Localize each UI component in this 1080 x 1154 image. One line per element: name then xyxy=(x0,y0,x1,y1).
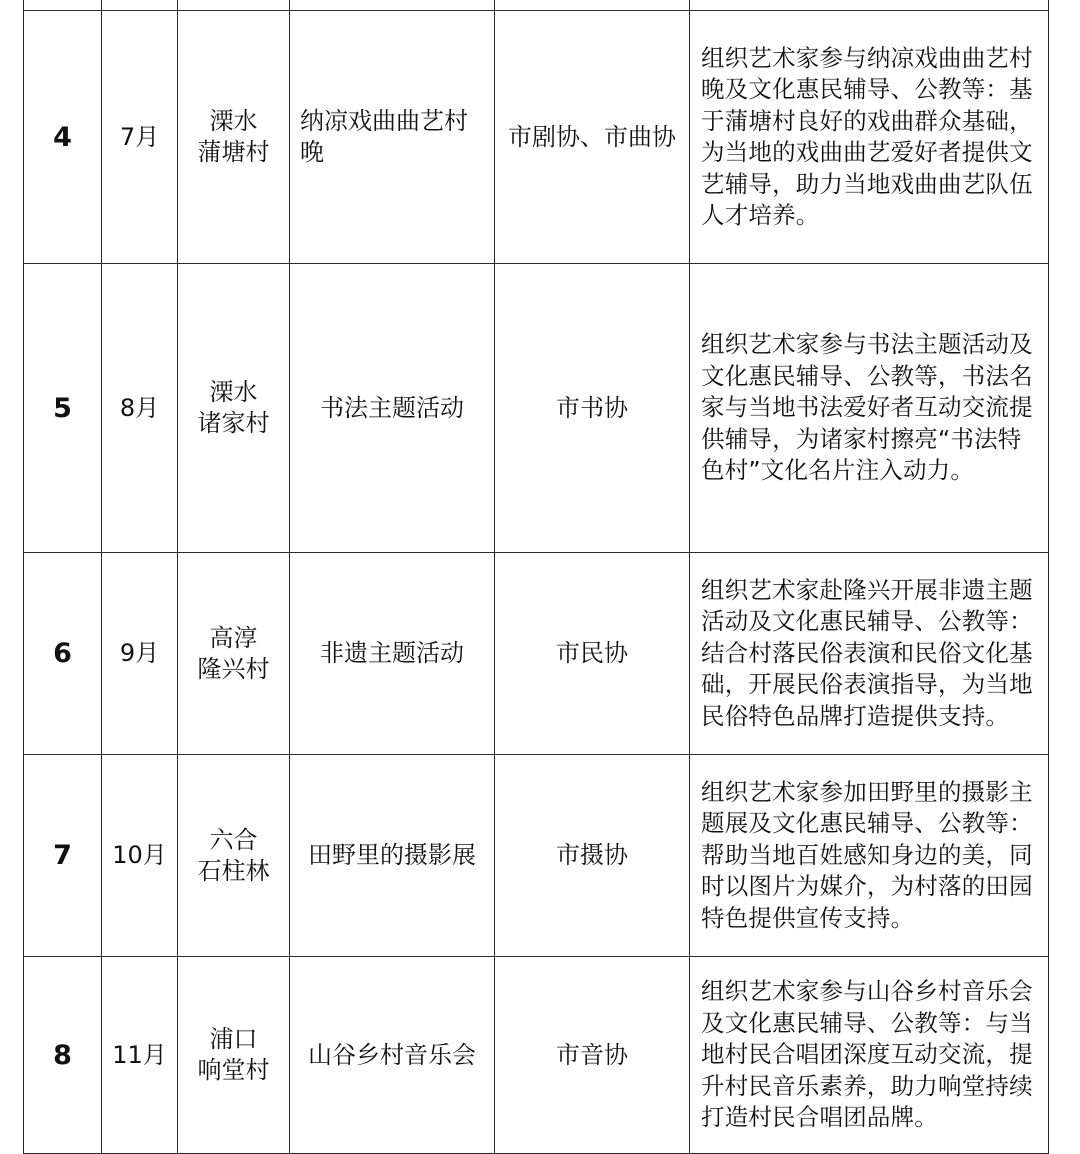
district-label: 浦口 xyxy=(209,1025,258,1053)
organizer-cell: 市民协 xyxy=(495,553,690,755)
village-label: 石柱林 xyxy=(197,856,270,885)
location-cell xyxy=(178,957,290,1154)
location-cell xyxy=(178,0,290,11)
location-cell xyxy=(178,755,290,957)
activity-cell: 田野里的摄影展 xyxy=(290,755,495,957)
activity-cell: 非遗主题活动 xyxy=(290,553,495,755)
village-label: 响堂村 xyxy=(197,1056,270,1084)
row-number-cell: 7 xyxy=(24,755,102,957)
row-number-cell: 6 xyxy=(24,553,102,755)
month-cell xyxy=(102,0,178,11)
month-cell: 8月 xyxy=(102,264,178,553)
month-cell: 10月 xyxy=(102,755,178,957)
month-cell: 9月 xyxy=(102,553,178,755)
district-label: 高淳 xyxy=(209,623,258,652)
row-number-cell xyxy=(24,0,102,11)
activity-cell: 山谷乡村音乐会 xyxy=(290,957,495,1154)
activity-cell xyxy=(290,0,495,11)
village-label: 隆兴村 xyxy=(197,654,270,683)
month-cell: 7月 xyxy=(102,11,178,264)
district-label: 溧水 xyxy=(209,107,258,135)
village-label: 蒲塘村 xyxy=(197,138,270,166)
table-row xyxy=(24,264,1049,553)
description-cell: 组织艺术家赴隆兴开展非遗主题活动及文化惠民辅导、公教等：结合村落民俗表演和民俗文化基础，开展民俗表演指导，为当地民俗特色品牌打造提供支持。 xyxy=(690,553,1049,755)
location-cell xyxy=(178,553,290,755)
table-row xyxy=(24,11,1049,264)
table-row xyxy=(24,553,1049,755)
month-cell: 11月 xyxy=(102,957,178,1154)
district-label: 六合 xyxy=(209,825,258,854)
description-cell: 组织艺术家参与书法主题活动及文化惠民辅导、公教等，书法名家与当地书法爱好者互动交流提供辅导，为诸家村擦亮“书法特色村”文化名片注入动力。 xyxy=(690,264,1049,553)
organizer-cell: 市摄协 xyxy=(495,755,690,957)
organizer-cell: 市书协 xyxy=(495,264,690,553)
description-cell: 组织艺术家参与纳凉戏曲曲艺村晚及文化惠民辅导、公教等：基于蒲塘村良好的戏曲群众基础，为当地的戏曲曲艺爱好者提供文艺辅导，助力当地戏曲曲艺队伍人才培养。 xyxy=(690,11,1049,264)
organizer-cell xyxy=(495,0,690,11)
description-cell: 组织艺术家参与山谷乡村音乐会及文化惠民辅导、公教等：与当地村民合唱团深度互动交流，提升村民音乐素养，助力响堂持续打造村民合唱团品牌。 xyxy=(690,957,1049,1154)
description-cell: 组织艺术家参加田野里的摄影主题展及文化惠民辅导、公教等：帮助当地百姓感知身边的美，同时以图片为媒介，为村落的田园特色提供宣传支持。 xyxy=(690,755,1049,957)
organizer-cell: 市音协 xyxy=(495,957,690,1154)
location-cell xyxy=(178,264,290,553)
activity-cell: 纳凉戏曲曲艺村晚 xyxy=(290,11,495,264)
description-cell xyxy=(690,0,1049,11)
activity-cell: 书法主题活动 xyxy=(290,264,495,553)
location-cell xyxy=(178,11,290,264)
schedule-table xyxy=(23,0,1049,1154)
row-number-cell: 8 xyxy=(24,957,102,1154)
organizer-cell: 市剧协、市曲协 xyxy=(495,11,690,264)
row-number-cell: 4 xyxy=(24,11,102,264)
row-number-cell: 5 xyxy=(24,264,102,553)
table-row xyxy=(24,755,1049,957)
table-row xyxy=(24,957,1049,1154)
district-label: 溧水 xyxy=(209,378,258,406)
table-row xyxy=(24,0,1049,11)
village-label: 诸家村 xyxy=(197,409,270,437)
